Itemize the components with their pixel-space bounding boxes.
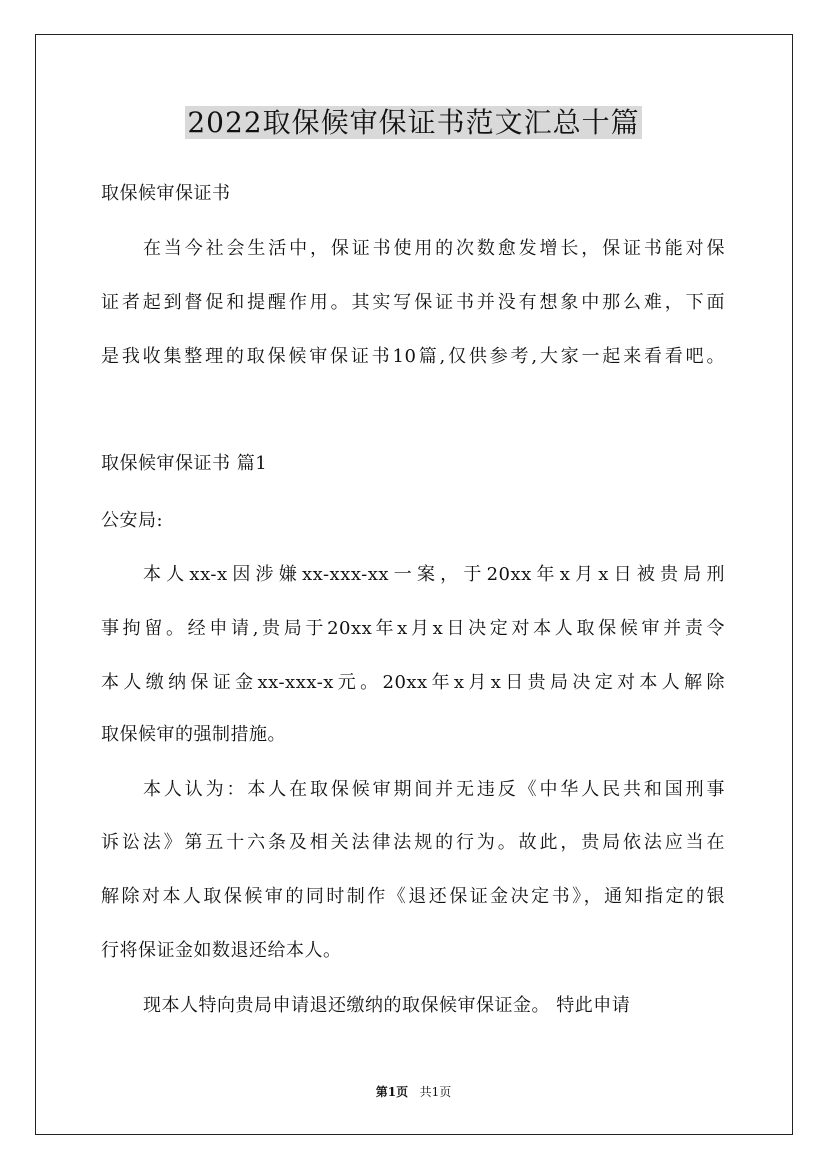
body-line-5: 本人认为：本人在取保候审期间并无违反《中华人民共和国刑事 xyxy=(143,779,725,800)
body-line-1: 本人xx-x因涉嫌xx-xxx-xx一案，于20xx年x月x日被贵局刑 xyxy=(143,564,725,585)
body-line-3: 本人缴纳保证金xx-xxx-x元。20xx年x月x日贵局决定对本人解除 xyxy=(101,672,725,693)
intro-line-1: 在当今社会生活中，保证书使用的次数愈发增长，保证书能对保 xyxy=(143,238,725,259)
body-line-8: 行将保证金如数退还给本人。 xyxy=(101,940,342,961)
body-line-4: 取保候审的强制措施。 xyxy=(101,724,286,745)
page-footer xyxy=(0,1084,827,1100)
body-line-2: 事拘留。经申请,贵局于20xx年x月x日决定对本人取保候审并责令 xyxy=(101,618,725,639)
section-heading: 取保候审保证书 xyxy=(101,183,231,204)
addressee: 公安局: xyxy=(101,510,164,531)
body-line-9: 现本人特向贵局申请退还缴纳的取保候审保证金。 特此申请 xyxy=(143,995,631,1016)
intro-line-2: 证者起到督促和提醒作用。其实写保证书并没有想象中那么难，下面 xyxy=(101,292,725,313)
page-number: 第1页 xyxy=(375,1085,409,1099)
body-line-6: 诉讼法》第五十六条及相关法律法规的行为。故此，贵局依法应当在 xyxy=(101,832,725,853)
chapter-heading: 取保候审保证书 篇1 xyxy=(101,453,268,474)
intro-line-3: 是我收集整理的取保候审保证书10篇,仅供参考,大家一起来看看吧。 xyxy=(101,346,725,367)
document-title: 2022取保候审保证书范文汇总十篇 xyxy=(187,106,640,139)
page-total: 共1页 xyxy=(419,1085,452,1099)
body-line-7: 解除对本人取保候审的同时制作《退还保证金决定书》，通知指定的银 xyxy=(101,886,725,907)
